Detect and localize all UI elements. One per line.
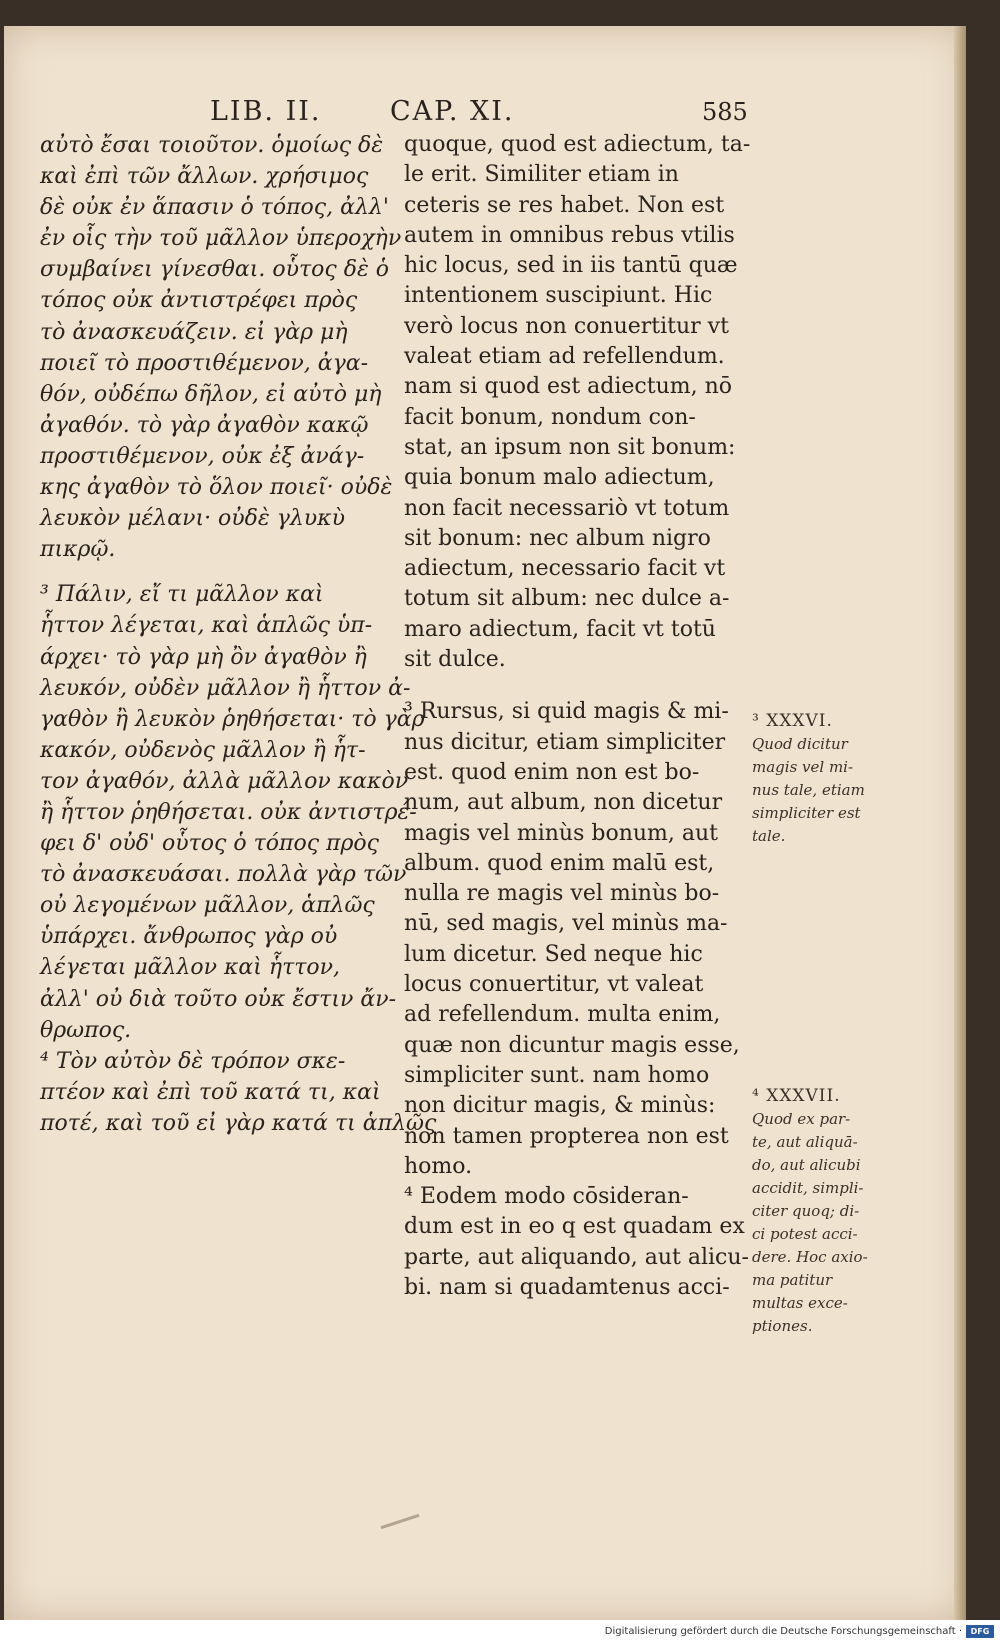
- latin-text-line: nū, sed magis, vel minùs ma-: [404, 911, 728, 937]
- latin-text-line: hic locus, sed in iis tantū quæ: [404, 253, 738, 279]
- sidenote-number: ³ XXXVI.: [752, 711, 833, 731]
- sidenote-line: tale.: [752, 827, 786, 845]
- latin-text-line: nus dicitur, etiam simpliciter: [404, 729, 726, 755]
- greek-text-line: ἐν οἷς τὴν τοῦ μᾶλλον ὑπεροχὴν: [40, 226, 402, 252]
- greek-text-line: καὶ ἐπὶ τῶν ἄλλων. χρήσιμος: [40, 164, 369, 190]
- latin-text-line: le erit. Similiter etiam in: [404, 162, 679, 188]
- sidenote-line: accidit, simpli-: [752, 1179, 864, 1197]
- greek-text-line: πικρῷ.: [40, 537, 116, 563]
- dfg-logo: DFG: [966, 1625, 994, 1638]
- sidenote-line: ma patitur: [752, 1271, 833, 1289]
- latin-text-line: totum sit album: nec dulce a-: [404, 586, 730, 612]
- latin-paragraph-1: [404, 130, 751, 675]
- latin-text-line: quia bonum malo adiectum,: [404, 465, 715, 491]
- sidenote-line: magis vel mi-: [752, 758, 854, 776]
- latin-text-line: quæ non dicuntur magis esse,: [404, 1032, 740, 1058]
- greek-text-line: άρχει· τὸ γὰρ μὴ ὂν ἀγαθὸν ἢ: [40, 644, 367, 670]
- greek-column: [40, 130, 437, 1139]
- sidenote-text: [752, 1108, 902, 1338]
- latin-text-line: ceteris se res habet. Non est: [404, 192, 725, 218]
- latin-text-line: verò locus non conuertitur vt: [404, 313, 729, 339]
- greek-text-line: ἧττον λέγεται, καὶ ἁπλῶς ὑπ-: [40, 613, 373, 639]
- latin-text-line: facit bonum, nondum con-: [404, 404, 696, 430]
- greek-text-line: θρωπος.: [40, 1017, 132, 1043]
- sidenote-line: Quod dicitur: [752, 735, 848, 753]
- sidenote-line: nus tale, etiam: [752, 781, 865, 799]
- sidenote-line: simpliciter est: [752, 804, 861, 822]
- latin-text-line: nulla re magis vel minùs bo-: [404, 881, 720, 907]
- latin-text-line: sit dulce.: [404, 647, 506, 673]
- latin-text-line: adiectum, necessario facit vt: [404, 556, 726, 582]
- latin-text-line: non dicitur magis, & minùs:: [404, 1093, 716, 1119]
- latin-column: [404, 130, 751, 1303]
- latin-paragraph-2: [404, 697, 749, 1303]
- page-edge: [954, 26, 966, 1620]
- sidenote-text: [752, 733, 902, 848]
- greek-text-line: συμβαίνει γίνεσθαι. οὗτος δὲ ὁ: [40, 257, 390, 283]
- greek-text-line: τὸ ἀνασκευάζειν. εἰ γὰρ μὴ: [40, 319, 348, 345]
- greek-text-line: κης ἀγαθὸν τὸ ὅλον ποιεῖ· οὐδὲ: [40, 475, 393, 501]
- sidenote-line: ptiones.: [752, 1317, 813, 1335]
- latin-text-line: dum est in eo q est quadam ex: [404, 1214, 745, 1240]
- latin-text-line: ³ Rursus, si quid magis & mi-: [404, 699, 729, 725]
- greek-text-line: τὸ ἀνασκευάσαι. πολλὰ γὰρ τῶν: [40, 862, 407, 888]
- greek-text-line: λευκὸν μέλανι· οὐδὲ γλυκὺ: [40, 506, 345, 532]
- sidenote-line: te, aut aliquā-: [752, 1133, 858, 1151]
- chapter-number: CAP. XI.: [390, 96, 515, 127]
- sidenote-number: ⁴ XXXVII.: [752, 1086, 841, 1106]
- greek-text-line: ⁴ Τὸν αὐτὸν δὲ τρόπον σκε-: [40, 1048, 346, 1074]
- greek-text-line: ὑπάρχει. ἄνθρωπος γὰρ οὐ: [40, 924, 338, 950]
- sidenote-xxxvi: [752, 710, 902, 848]
- latin-text-line: num, aut album, non dicetur: [404, 790, 723, 816]
- page-number: 585: [702, 98, 748, 126]
- latin-text-line: locus conuertitur, vt valeat: [404, 972, 704, 998]
- greek-text-line: φει δ' οὐδ' οὗτος ὁ τόπος πρὸς: [40, 831, 380, 857]
- latin-text-line: ⁴ Eodem modo cōsideran-: [404, 1184, 689, 1210]
- sidenote-line: Quod ex par-: [752, 1110, 851, 1128]
- greek-text-line: ³ Πάλιν, εἴ τι μᾶλλον καὶ: [40, 582, 324, 608]
- greek-text-line: λευκόν, οὐδὲν μᾶλλον ἢ ἧττον ἀ-: [40, 675, 411, 701]
- latin-text-line: parte, aut aliquando, aut alicu-: [404, 1244, 749, 1270]
- latin-text-line: non facit necessariò vt totum: [404, 495, 730, 521]
- sidenote-line: ci potest acci-: [752, 1225, 858, 1243]
- greek-text-line: προστιθέμενον, οὐκ ἐξ ἀνάγ-: [40, 443, 365, 469]
- latin-text-line: album. quod enim malū est,: [404, 850, 715, 876]
- latin-text-line: stat, an ipsum non sit bonum:: [404, 434, 736, 460]
- paragraph-gap: [40, 565, 382, 579]
- latin-text-line: quoque, quod est adiectum, ta-: [404, 132, 751, 157]
- greek-text-line: θόν, οὐδέπω δῆλον, εἰ αὐτὸ μὴ: [40, 381, 382, 407]
- sidenote-line: dere. Hoc axio-: [752, 1248, 868, 1266]
- latin-text-line: non tamen propterea non est: [404, 1123, 729, 1149]
- latin-text-line: homo.: [404, 1153, 473, 1179]
- sidenote-xxxvii: [752, 1085, 902, 1338]
- greek-text-line: πτέον καὶ ἐπὶ τοῦ κατά τι, καὶ: [40, 1079, 381, 1105]
- greek-text-line: τόπος οὐκ ἀντιστρέφει πρὸς: [40, 288, 358, 314]
- latin-text-line: sit bonum: nec album nigro: [404, 525, 711, 551]
- latin-text-line: ad refellendum. multa enim,: [404, 1002, 721, 1028]
- greek-text-line: λέγεται μᾶλλον καὶ ἧττον,: [40, 955, 341, 981]
- greek-text-line: οὐ λεγομένων μᾶλλον, ἁπλῶς: [40, 893, 375, 919]
- greek-text-line: ἢ ἧττον ῥηθήσεται. οὐκ ἀντιστρέ-: [40, 799, 417, 825]
- latin-text-line: bi. nam si quadamtenus acci-: [404, 1274, 730, 1300]
- latin-text-line: nam si quod est adiectum, nō: [404, 374, 733, 400]
- greek-text-line: γαθὸν ἢ λευκὸν ῥηθήσεται· τὸ γὰρ: [40, 706, 425, 732]
- greek-text-line: ἀγαθόν. τὸ γὰρ ἀγαθὸν κακῷ: [40, 412, 369, 438]
- greek-text-line: αὐτὸ ἔσαι τοιοῦτον. ὁμοίως δὲ: [40, 133, 384, 158]
- latin-text-line: maro adiectum, facit vt totū: [404, 616, 716, 642]
- sidenote-line: citer quoq; di-: [752, 1202, 860, 1220]
- sidenote-line: multas exce-: [752, 1294, 848, 1312]
- book-number: LIB. II.: [210, 96, 322, 127]
- greek-text-line: ποτέ, καὶ τοῦ εἰ γὰρ κατά τι ἁπλῶς: [40, 1110, 437, 1136]
- latin-text-line: valeat etiam ad refellendum.: [404, 344, 725, 370]
- funding-credit: Digitalisierung gefördert durch die Deutsche Forschungsgemeinschaft ·: [604, 1626, 962, 1637]
- latin-text-line: autem in omnibus rebus vtilis: [404, 222, 735, 248]
- greek-text-line: ἀλλ' οὐ διὰ τοῦτο οὐκ ἔστιν ἄν-: [40, 986, 397, 1012]
- sidenote-line: do, aut alicubi: [752, 1156, 861, 1174]
- latin-text-line: lum dicetur. Sed neque hic: [404, 941, 703, 967]
- latin-text-line: simpliciter sunt. nam homo: [404, 1062, 710, 1088]
- greek-text-line: δὲ οὐκ ἐν ἅπασιν ὁ τόπος, ἀλλ': [40, 195, 389, 221]
- latin-text-line: est. quod enim non est bo-: [404, 759, 700, 785]
- greek-text-line: ποιεῖ τὸ προστιθέμενον, ἀγα-: [40, 350, 369, 376]
- greek-text-line: κακόν, οὐδενὸς μᾶλλον ἢ ἧτ-: [40, 737, 366, 763]
- latin-text-line: magis vel minùs bonum, aut: [404, 820, 719, 846]
- latin-text-line: intentionem suscipiunt. Hic: [404, 283, 713, 309]
- greek-text-line: τον ἀγαθόν, ἀλλὰ μᾶλλον κακὸν: [40, 768, 409, 794]
